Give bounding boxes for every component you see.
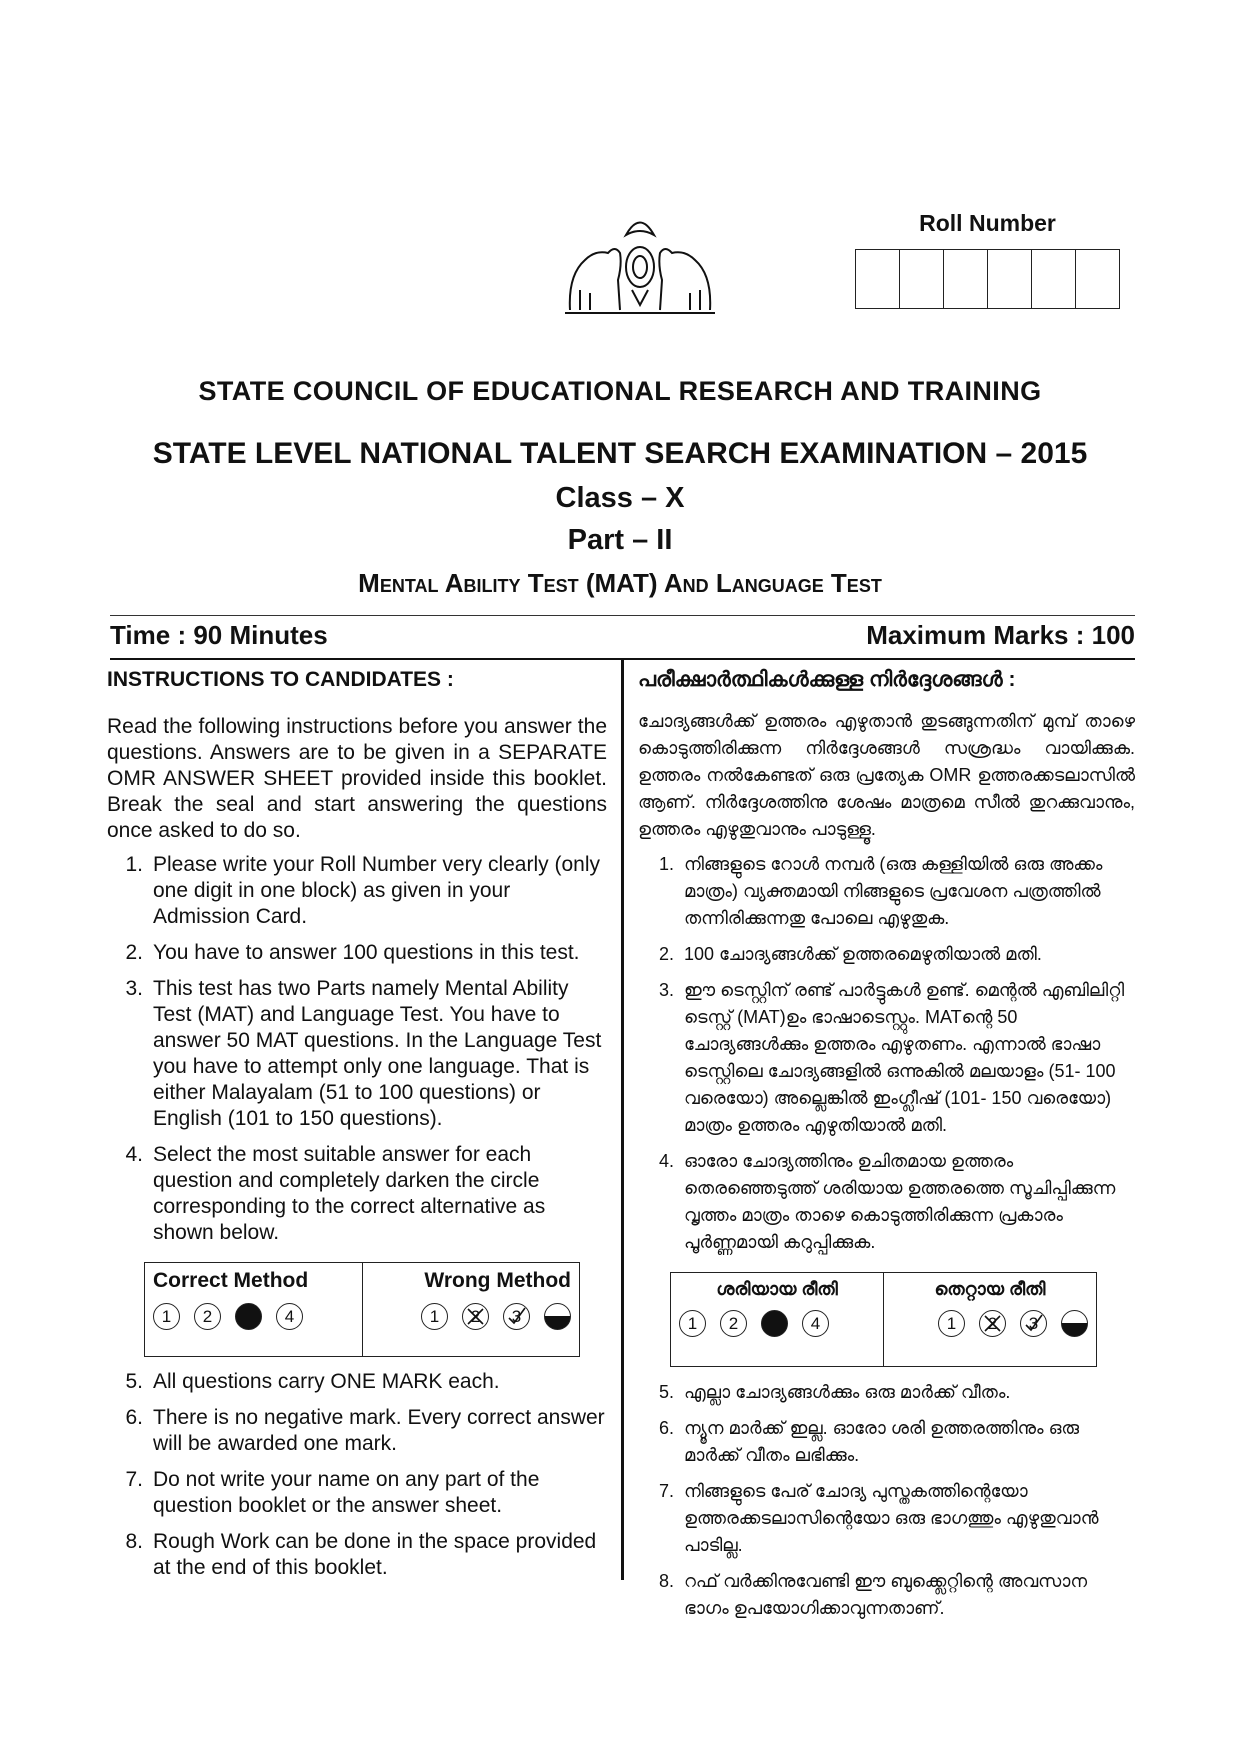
column-divider: [621, 660, 624, 1580]
wrong-method-label: തെറ്റായ രീതി: [934, 1279, 1046, 1299]
instruction-number: 1.: [658, 854, 674, 874]
instruction-number: 8.: [125, 1530, 143, 1553]
filled-circle-icon: [761, 1310, 788, 1337]
instruction-item: [107, 852, 607, 930]
instruction-text: നിങ്ങളുടെ റോൾ നമ്പർ (ഒരു കള്ളിയിൽ ഒരു അക്കം മാത്രം) വ്യക്തമായി നിങ്ങളുടെ പ്രവേശന പത്രത്തിൽ തന്നിരിക്കുന്നതു പോലെ എഴുതുക.: [684, 854, 1103, 928]
roll-digit-box[interactable]: [944, 250, 988, 308]
instruction-text: ഓരോ ചോദ്യത്തിനും ഉചിതമായ ഉത്തരം തെരഞ്ഞെടുത്ത് ശരിയായ ഉത്തരത്തെ സൂചിപ്പിക്കുന്ന വൃത്തം മാത്രം താഴെ കൊടുത്തിരിക്കുന്ന പ്രകാരം പൂർണ്ണമായി കറുപ്പിക്കുക.: [684, 1151, 1116, 1252]
instruction-number: 7.: [125, 1468, 143, 1491]
instruction-text: Rough Work can be done in the space provided at the end of this booklet.: [153, 1530, 597, 1579]
instruction-list: [638, 1379, 1135, 1622]
part-label: Part – II: [567, 524, 673, 556]
roll-number-boxes[interactable]: [855, 249, 1120, 309]
filled-circle-icon: [235, 1303, 262, 1330]
answer-method-example: [670, 1272, 1097, 1367]
instruction-text: This test has two Parts namely Mental Ability Test (MAT) and Language Test. You have to answer 50 MAT questions. In the Language Test you have to attempt only one language. That is either Malayalam (51 to 100 questions) or English (101 to 150 questions).: [153, 977, 602, 1130]
instructions-heading: INSTRUCTIONS TO CANDIDATES :: [107, 668, 454, 691]
instruction-text: 100 ചോദ്യങ്ങൾക്ക് ഉത്തരമെഴുതിയാൽ മതി.: [684, 944, 1042, 964]
instructions-intro: Read the following instructions before you answer the questions. Answers are to be given in a SEPARATE OMR ANSWER SHEET provided inside this booklet. Break the seal and start answering the questions once asked to do so.: [107, 715, 607, 842]
wrong-circles: [892, 1310, 1088, 1337]
instruction-item: [107, 976, 607, 1132]
instruction-text: റഫ് വർക്കിനുവേണ്ടി ഈ ബുക്ക്ലെറ്റിന്റെ അവസാന ഭാഗം ഉപയോഗിക്കാവുന്നതാണ്.: [684, 1571, 1088, 1618]
wrong-method-label: Wrong Method: [424, 1269, 571, 1292]
instruction-item: [638, 1568, 1135, 1622]
instruction-number: 4.: [658, 1151, 674, 1171]
correct-method-label: ശരിയായ രീതി: [716, 1279, 838, 1299]
option-circle-icon: 1: [679, 1310, 706, 1337]
instruction-item: [638, 1148, 1135, 1256]
roll-number-label: Roll Number: [919, 210, 1056, 236]
instruction-number: 1.: [125, 853, 143, 876]
cross-mark-icon: [465, 1306, 486, 1327]
wrong-method: [884, 1273, 1096, 1366]
instruction-number: 5.: [125, 1370, 143, 1393]
option-circle-icon: 1: [938, 1310, 965, 1337]
instruction-text: Do not write your name on any part of the question booklet or the answer sheet.: [153, 1468, 540, 1517]
malayalam-instructions: [638, 668, 1135, 1631]
instruction-item: [638, 1478, 1135, 1559]
state-emblem-icon: [560, 205, 720, 317]
english-instructions: [107, 668, 607, 1591]
instruction-number: 6.: [125, 1406, 143, 1429]
instruction-item: [638, 1379, 1135, 1406]
instruction-list: [638, 851, 1135, 1256]
cross-mark-icon: [982, 1313, 1003, 1334]
option-circle-icon: 4: [276, 1303, 303, 1330]
instruction-text: Select the most suitable answer for each question and completely darken the circle corresponding to the correct alternative as shown below.: [153, 1143, 546, 1244]
instruction-number: 2.: [125, 941, 143, 964]
instruction-list: [107, 852, 607, 1246]
instruction-text: ഈ ടെസ്റ്റിന് രണ്ട് പാർട്ടുകൾ ഉണ്ട്. മെന്റൽ എബിലിറ്റി ടെസ്റ്റ് (MAT)ഉം ഭാഷാടെസ്റ്റും. MATന്റെ 50 ചോദ്യങ്ങൾക്കും ഉത്തരം എഴുതണം. എന്നാൽ ഭാഷാ ടെസ്റ്റിലെ ചോദ്യങ്ങളിൽ ഒന്നുകിൽ മലയാളം (51- 100 വരെയോ) അല്ലെങ്കിൽ ഇംഗ്ലീഷ് (101- 150 വരെയോ) മാത്രം ഉത്തരം എഴുതിയാൽ മതി.: [684, 980, 1125, 1135]
instruction-item: [107, 1529, 607, 1581]
instruction-text: ന്യൂന മാർക്ക് ഇല്ല. ഓരോ ശരി ഉത്തരത്തിനും ഒരു മാർക്ക് വീതം ലഭിക്കും.: [684, 1418, 1080, 1465]
instruction-item: [638, 941, 1135, 968]
option-circle-icon: 4: [802, 1310, 829, 1337]
instruction-item: [107, 1467, 607, 1519]
subject-title: Mental Ability Test (MAT) And Language Test: [358, 568, 882, 598]
divider: [110, 615, 1135, 616]
instruction-item: [638, 851, 1135, 932]
instruction-number: 3.: [125, 977, 143, 1000]
time-label: Time : 90 Minutes: [110, 620, 328, 650]
wrong-circles: [371, 1303, 572, 1330]
correct-circles: [679, 1310, 875, 1337]
instruction-text: All questions carry ONE MARK each.: [153, 1370, 500, 1393]
wrong-method: [363, 1263, 580, 1356]
instruction-item: [107, 1369, 607, 1395]
half-filled-circle-icon: [544, 1303, 571, 1330]
roll-digit-box[interactable]: [988, 250, 1032, 308]
roll-number-block: [855, 210, 1120, 309]
roll-digit-box[interactable]: [856, 250, 900, 308]
max-marks-label: Maximum Marks : 100: [866, 620, 1135, 650]
half-filled-circle-icon: [1061, 1310, 1088, 1337]
instruction-number: 2.: [658, 944, 674, 964]
instruction-list: [107, 1369, 607, 1581]
instructions-heading: പരീക്ഷാർത്ഥികൾക്കുള്ള നിർദ്ദേശങ്ങൾ :: [638, 668, 1016, 691]
instruction-number: 7.: [658, 1481, 674, 1501]
option-circle-icon: 1: [421, 1303, 448, 1330]
roll-digit-box[interactable]: [900, 250, 944, 308]
roll-digit-box[interactable]: [1076, 250, 1119, 308]
instruction-number: 6.: [658, 1418, 674, 1438]
instruction-item: [638, 1415, 1135, 1469]
option-circle-icon: 2: [979, 1310, 1006, 1337]
instructions-intro: ചോദ്യങ്ങൾക്ക് ഉത്തരം എഴുതാൻ തുടങ്ങുന്നതിന് മുമ്പ് താഴെ കൊടുത്തിരിക്കുന്ന നിർദ്ദേശങ്ങൾ സശ്രദ്ധം വായിക്കുക. ഉത്തരം നൽകേണ്ടത് ഒരു പ്രത്യേക OMR ഉത്തരക്കടലാസിൽ ആണ്. നിർദ്ദേശത്തിനു ശേഷം മാത്രമെ സീൽ തുറക്കുവാനും, ഉത്തരം എഴുതുവാനും പാടുള്ളൂ.: [638, 711, 1135, 839]
correct-method: [671, 1273, 884, 1366]
tick-mark-icon: [506, 1306, 527, 1327]
instruction-item: [107, 940, 607, 966]
answer-method-example: [144, 1262, 580, 1357]
correct-method-label: Correct Method: [153, 1269, 309, 1292]
roll-digit-box[interactable]: [1032, 250, 1076, 308]
option-circle-icon: 3: [503, 1303, 530, 1330]
instruction-number: 3.: [658, 980, 674, 1000]
option-circle-icon: 2: [194, 1303, 221, 1330]
option-circle-icon: 1: [153, 1303, 180, 1330]
instruction-text: എല്ലാ ചോദ്യങ്ങൾക്കും ഒരു മാർക്ക് വീതം.: [684, 1382, 1011, 1402]
tick-mark-icon: [1023, 1313, 1044, 1334]
instruction-text: You have to answer 100 questions in this test.: [153, 941, 580, 964]
instruction-number: 4.: [125, 1143, 143, 1166]
instruction-text: നിങ്ങളുടെ പേര് ചോദ്യ പുസ്തകത്തിന്റെയോ ഉത്തരക്കടലാസിന്റെയോ ഒരു ഭാഗത്തും എഴുതുവാൻ പാടില്ല.: [684, 1481, 1099, 1555]
instruction-number: 5.: [658, 1382, 674, 1402]
instruction-text: There is no negative mark. Every correct answer will be awarded one mark.: [153, 1406, 605, 1455]
class-label: Class – X: [555, 482, 685, 514]
option-circle-icon: 2: [720, 1310, 747, 1337]
correct-method: [145, 1263, 363, 1356]
instruction-item: [107, 1405, 607, 1457]
instruction-number: 8.: [658, 1571, 674, 1591]
exam-title: STATE LEVEL NATIONAL TALENT SEARCH EXAMINATION – 2015: [152, 437, 1088, 470]
correct-circles: [153, 1303, 354, 1330]
council-title: STATE COUNCIL OF EDUCATIONAL RESEARCH AND TRAINING: [198, 376, 1042, 406]
option-circle-icon: 3: [1020, 1310, 1047, 1337]
instruction-item: [638, 977, 1135, 1139]
option-circle-icon: 2: [462, 1303, 489, 1330]
instruction-text: Please write your Roll Number very clearly (only one digit in one block) as given in your Admission Card.: [153, 853, 600, 928]
instruction-item: [107, 1142, 607, 1246]
